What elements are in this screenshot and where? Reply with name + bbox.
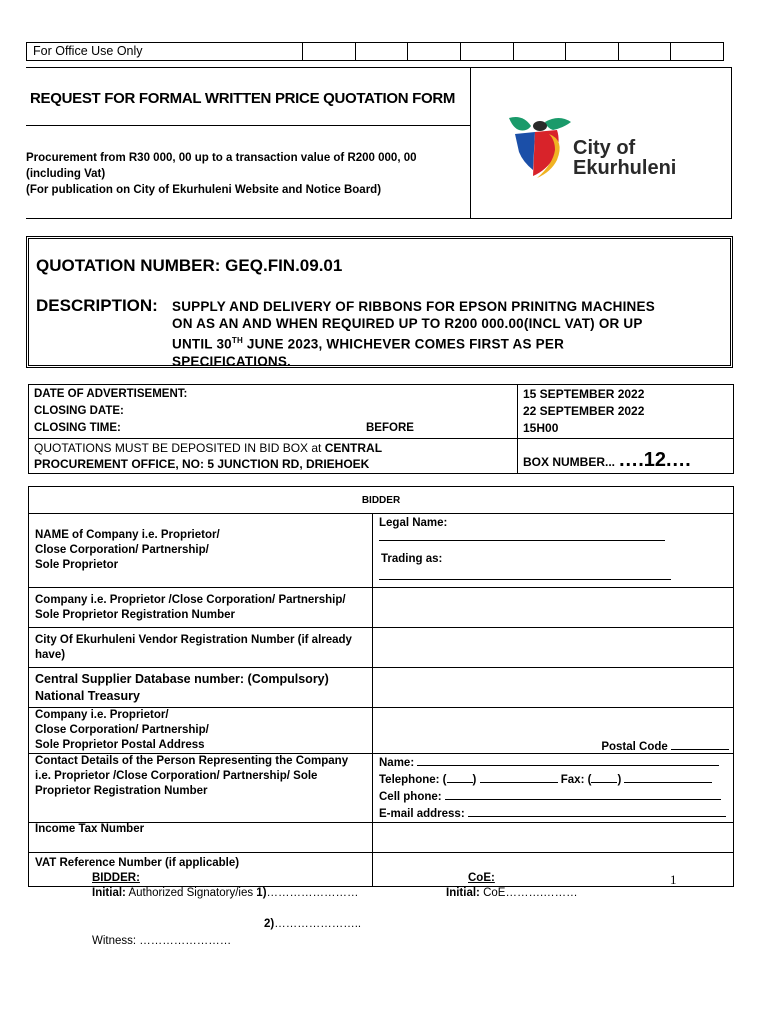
legal-name-label: Legal Name: (379, 517, 448, 529)
label-line: Central Supplier Database number: (Compulsory) (35, 671, 329, 686)
name-field-label: Name: (379, 757, 415, 769)
page-number: 1 (670, 872, 677, 887)
deposit-line (34, 440, 512, 456)
bidder-title: BIDDER (29, 487, 734, 514)
vat-label: VAT Reference Number (if applicable) (29, 853, 373, 887)
office-use-box[interactable] (408, 43, 461, 60)
telephone-code-line[interactable] (447, 771, 473, 783)
footer-sig2-row (264, 918, 361, 930)
time-value: 15H00 (523, 421, 559, 435)
label-line: Proprietor Registration Number (35, 785, 208, 797)
cell-line[interactable] (445, 788, 721, 800)
footer-bidder-heading: BIDDER: (92, 872, 140, 884)
header-title-divider (26, 125, 471, 126)
logo-text-name: Ekurhuleni (573, 157, 677, 179)
office-use-box[interactable] (461, 43, 514, 60)
box-number-cell (518, 439, 734, 474)
contact-name-row (379, 754, 727, 771)
office-use-box[interactable] (671, 43, 723, 60)
closing-label: CLOSING DATE: (34, 405, 124, 417)
dates-labels-cell (29, 385, 518, 439)
footer-signatory-text: Authorized Signatory/ies (128, 887, 254, 899)
quotation-number: QUOTATION NUMBER: GEQ.FIN.09.01 (36, 256, 343, 275)
city-logo (505, 110, 705, 190)
fax-close: ) (617, 774, 622, 786)
label-line: City Of Ekurhuleni Vendor Registration Number (if already (35, 633, 352, 646)
office-use-box[interactable] (303, 43, 356, 60)
telephone-label: Telephone: ( (379, 774, 447, 786)
legal-name-line[interactable] (379, 532, 665, 541)
deposit-cell (29, 439, 518, 474)
footer-sig2-dots[interactable]: ………………….. (274, 918, 362, 930)
registration-field[interactable] (373, 588, 734, 628)
email-label: E-mail address: (379, 808, 465, 820)
advert-value: 15 SEPTEMBER 2022 (523, 387, 645, 401)
bidder-table (28, 486, 734, 887)
label-line: i.e. Proprietor /Close Corporation/ Partnership/ Sole (35, 770, 318, 782)
fax-code-line[interactable] (591, 771, 617, 783)
description-superscript: TH (231, 336, 243, 345)
vendor-label (29, 628, 373, 668)
deposit-text-bold: CENTRAL (324, 441, 383, 455)
vat-field[interactable] (373, 853, 734, 887)
office-use-strip (26, 42, 724, 61)
label-line: Close Corporation/ Partnership/ (35, 724, 209, 736)
office-use-box[interactable] (566, 43, 619, 60)
label-line: NAME of Company i.e. Proprietor/ (35, 529, 220, 541)
footer-signatory-row (92, 887, 359, 899)
description-line3-b: JUNE 2023, WHICHEVER COMES FIRST AS PER (242, 336, 565, 352)
label-line: Sole Proprietor Postal Address (35, 739, 205, 751)
description-line: SUPPLY AND DELIVERY OF RIBBONS FOR EPSON PRINITNG MACHINES (172, 299, 655, 314)
trading-as-label: Trading as: (381, 553, 443, 565)
label-line: Sole Proprietor (35, 559, 119, 571)
city-logo-emblem (505, 112, 577, 184)
footer-sig2-num: 2) (264, 918, 275, 930)
postal-address-field[interactable] (373, 708, 734, 754)
label-line: Company i.e. Proprietor /Close Corporation/ Partnership/ (35, 593, 346, 606)
procurement-text (26, 150, 417, 198)
procurement-line: Procurement from R30 000, 00 up to a transaction value of R200 000, 00 (26, 152, 417, 164)
time-label: CLOSING TIME: (34, 422, 121, 434)
tax-label: Income Tax Number (29, 823, 373, 853)
footer-sig1-num: 1) (256, 887, 267, 899)
form-title: REQUEST FOR FORMAL WRITTEN PRICE QUOTATION FORM (30, 90, 456, 107)
office-use-box[interactable] (619, 43, 672, 60)
postal-code-label: Postal Code (601, 741, 668, 753)
box-number-label: BOX NUMBER... (523, 455, 616, 469)
procurement-line: (including Vat) (26, 168, 106, 180)
footer-coe-heading: CoE: (468, 872, 495, 884)
logo-text-city: City of (573, 137, 636, 159)
contact-cell-row (379, 788, 727, 805)
closing-value: 22 SEPTEMBER 2022 (523, 404, 645, 418)
company-name-label (29, 514, 373, 588)
csd-label (29, 668, 373, 708)
footer-coe-initial-text[interactable]: CoE……….……… (483, 887, 578, 899)
dates-table (28, 384, 734, 474)
description-line: ON AS AN AND WHEN REQUIRED UP TO R200 000.00(INCL VAT) OR UP (172, 316, 643, 331)
deposit-text: QUOTATIONS MUST BE DEPOSITED IN BID BOX at (34, 441, 325, 455)
description-text (172, 298, 655, 370)
time-before: BEFORE (366, 422, 414, 434)
procurement-line: (For publication on City of Ekurhuleni Website and Notice Board) (26, 184, 382, 196)
label-line: Company i.e. Proprietor/ (35, 709, 169, 721)
contact-field[interactable] (373, 754, 734, 823)
footer-sig1-dots[interactable]: …………………… (266, 887, 359, 899)
contact-label (29, 754, 373, 823)
office-use-box[interactable] (514, 43, 567, 60)
registration-label (29, 588, 373, 628)
csd-field[interactable] (373, 668, 734, 708)
trading-as-line[interactable] (379, 567, 671, 580)
fax-line[interactable] (624, 771, 712, 783)
advert-label: DATE OF ADVERTISEMENT: (34, 388, 188, 400)
contact-phone-row (379, 771, 727, 788)
footer-coe-initial-label: Initial: (446, 887, 480, 899)
time-row (34, 420, 512, 437)
office-use-box[interactable] (356, 43, 409, 60)
dates-values-cell (518, 385, 734, 439)
label-line: National Treasury (35, 688, 140, 703)
office-use-label: For Office Use Only (27, 43, 303, 60)
footer-coe-row (446, 887, 578, 899)
footer-initial-label: Initial: (92, 887, 126, 899)
description-line: SPECIFICATIONS. (172, 353, 292, 369)
cell-label: Cell phone: (379, 791, 442, 803)
footer-witness[interactable]: Witness: …………………… (92, 935, 232, 947)
label-line: have) (35, 648, 66, 661)
header-divider (470, 67, 471, 219)
postal-address-label (29, 708, 373, 754)
box-number-value: ….12.… (618, 449, 692, 471)
label-line: Sole Proprietor Registration Number (35, 608, 236, 621)
description-line (172, 332, 655, 353)
deposit-line: PROCUREMENT OFFICE, NO: 5 JUNCTION RD, DRIEHOEK (34, 457, 370, 471)
description-line3-a: UNTIL 30 (172, 336, 232, 352)
tax-field[interactable] (373, 823, 734, 853)
fax-label: Fax: ( (560, 774, 592, 786)
name-line[interactable] (417, 754, 719, 766)
vendor-field[interactable] (373, 628, 734, 668)
label-line: Close Corporation/ Partnership/ (35, 544, 209, 556)
company-name-field[interactable] (373, 514, 734, 588)
email-line[interactable] (468, 805, 726, 817)
postal-code-line[interactable] (671, 737, 729, 750)
label-line: Contact Details of the Person Representing the Company (35, 755, 349, 767)
contact-email-row (379, 805, 727, 822)
description-label: DESCRIPTION: (36, 296, 158, 315)
telephone-close: ) (472, 774, 477, 786)
telephone-line[interactable] (480, 771, 558, 783)
